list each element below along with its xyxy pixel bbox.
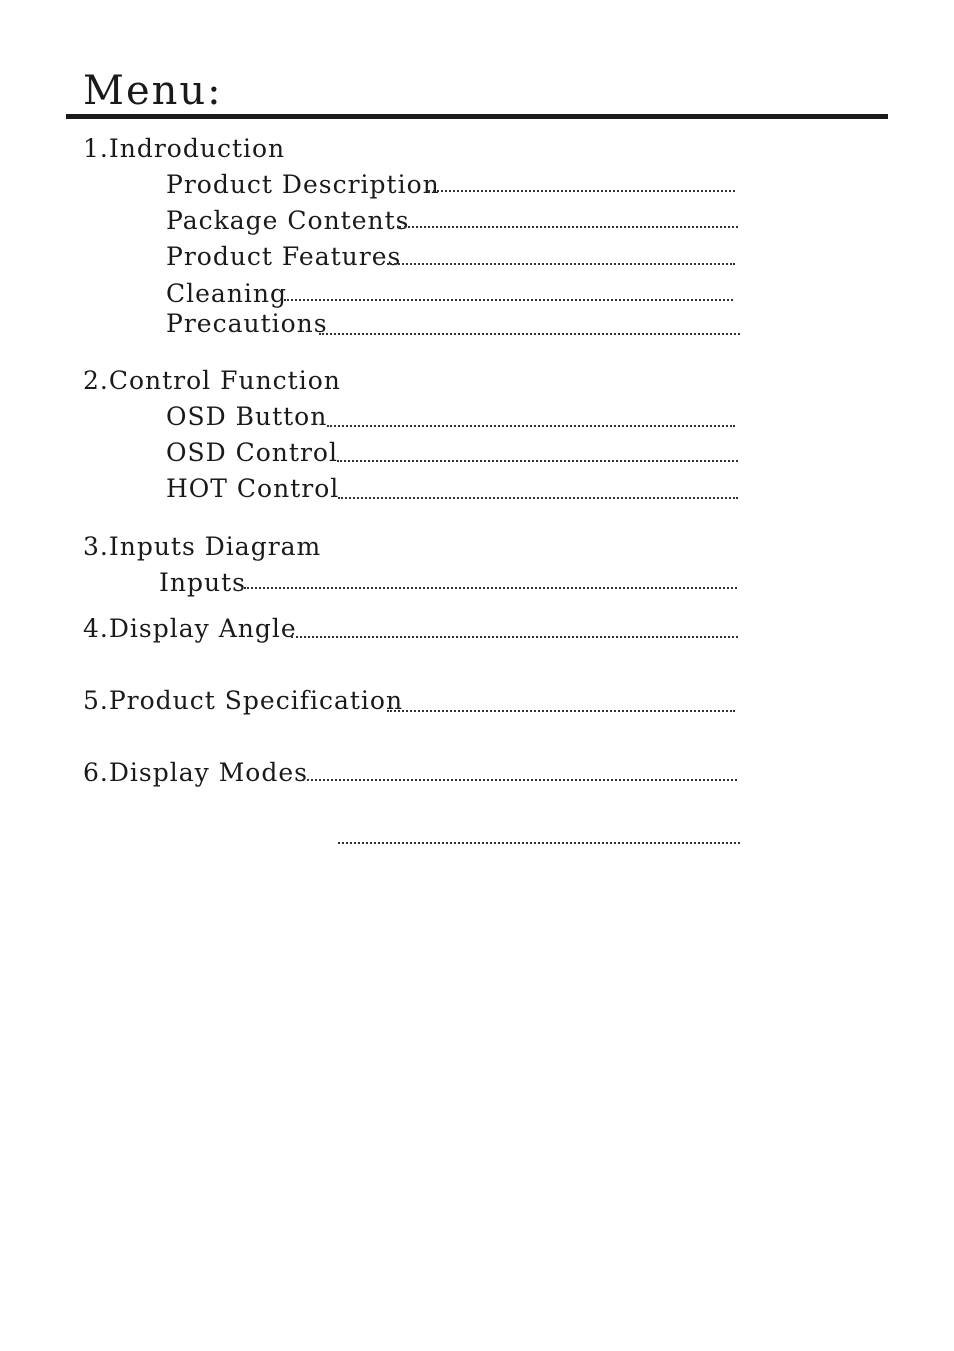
section-heading-display-modes[interactable]: 6.Display Modes — [83, 758, 308, 787]
toc-item-hot-control[interactable]: HOT Control — [166, 474, 340, 503]
dot-leader — [284, 299, 733, 301]
dot-leader — [338, 842, 740, 844]
dot-leader — [337, 460, 738, 462]
toc-item-product-description[interactable]: Product Description — [166, 170, 440, 199]
toc-item-osd-button[interactable]: OSD Button — [166, 402, 328, 431]
section-heading-control-function[interactable]: 2.Control Function — [83, 366, 341, 395]
dot-leader — [244, 587, 737, 589]
dot-leader — [327, 425, 735, 427]
dot-leader — [338, 497, 738, 499]
dot-leader — [399, 226, 738, 228]
toc-item-osd-control[interactable]: OSD Control — [166, 438, 338, 467]
dot-leader — [319, 333, 740, 335]
dot-leader — [428, 190, 735, 192]
title-rule — [66, 114, 888, 119]
dot-leader — [291, 636, 738, 638]
toc-item-cleaning[interactable]: Cleaning — [166, 279, 288, 308]
toc-item-precautions[interactable]: Precautions — [166, 309, 328, 338]
dot-leader — [302, 779, 737, 781]
dot-leader — [387, 710, 735, 712]
section-heading-product-specification[interactable]: 5.Product Specification — [83, 686, 404, 715]
dot-leader — [387, 263, 735, 265]
page-title: Menu: — [83, 68, 223, 114]
section-heading-display-angle[interactable]: 4.Display Angle — [83, 614, 297, 643]
section-heading-introduction[interactable]: 1.Indroduction — [83, 134, 286, 163]
toc-item-product-features[interactable]: Product Features — [166, 242, 402, 271]
toc-item-package-contents[interactable]: Package Contents — [166, 206, 410, 235]
toc-item-inputs[interactable]: Inputs — [159, 568, 246, 597]
section-heading-inputs-diagram[interactable]: 3.Inputs Diagram — [83, 532, 322, 561]
